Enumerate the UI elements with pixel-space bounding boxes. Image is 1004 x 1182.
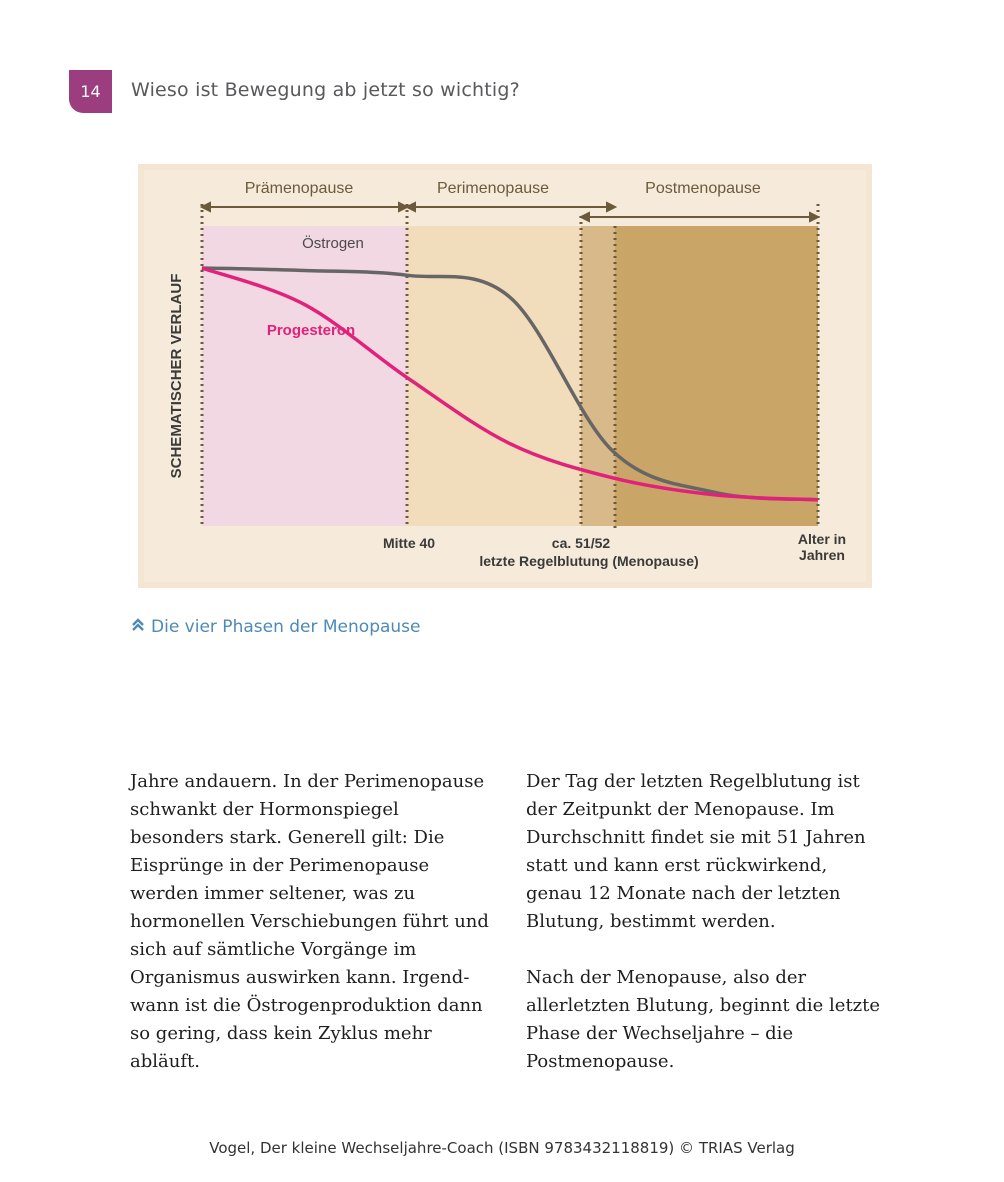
y-axis-label: SCHEMATISCHER VERLAUF	[168, 273, 185, 479]
region-postmenopause	[615, 226, 818, 526]
marker-ca-51-52: ca. 51/52	[551, 535, 611, 551]
caption-arrow-svg	[131, 618, 145, 632]
paragraph-right-1: Der Tag der letzten Regelblutung ist der Zeitpunkt der Menopause. Im Durchschnitt findet sie mit 51 Jahren statt und kann erst rückwirkend, genau 12 Monate nach der letzten Blutung, bestimmt werden.	[526, 771, 866, 932]
region-transition	[581, 226, 615, 526]
text-column-left	[130, 768, 490, 1104]
phase-label-perimenopause: Perimenopause	[436, 180, 550, 197]
figure-caption	[131, 617, 421, 637]
phase-label-postmenopause: Postmenopause	[645, 180, 761, 197]
page-number: 14	[80, 82, 101, 101]
paragraph-right-2: Nach der Menopause, also der allerletzten Blutung, beginnt die letzte Phase der Wechseljahre – die Postmenopause.	[526, 967, 881, 1072]
region-perimenopause	[407, 226, 581, 526]
page-number-badge	[69, 70, 112, 113]
series-label-oestrogen: Östrogen	[302, 235, 364, 252]
marker-mitte-40: Mitte 40	[382, 535, 436, 551]
marker-jahren: Jahren	[799, 547, 845, 563]
page-footer: Vogel, Der kleine Wechseljahre-Coach (ISBN 9783432118819) © TRIAS Verlag	[209, 1139, 795, 1157]
marker-menopause: letzte Regelblutung (Menopause)	[479, 553, 699, 569]
menopause-phase-chart	[138, 160, 872, 590]
series-label-progesteron: Progesteron	[266, 322, 356, 339]
caption-text: Die vier Phasen der Menopause	[151, 617, 421, 637]
chart-svg	[138, 160, 872, 590]
text-column-right	[526, 768, 886, 1104]
chapter-title: Wieso ist Bewegung ab jetzt so wichtig?	[131, 79, 520, 101]
marker-alter-in: Alter in	[797, 531, 847, 547]
phase-label-praemenopause: Prämenopause	[244, 180, 354, 197]
paragraph-left: Jahre andauern. In der Perimenopause schwankt der Hormonspiegel besonders stark. Generell gilt: Die Eisprünge in der Perimenopause werden immer seltener, was zu hormonellen Verschiebungen führt und sich auf sämtliche Vorgänge im Organismus auswirken kann. Irgendwann ist die Östrogenproduktion dann so gering, dass kein Zyklus mehr abläuft.	[130, 771, 489, 1072]
caption-arrow-bottom	[133, 625, 143, 630]
caption-up-arrow-icon	[131, 617, 145, 637]
